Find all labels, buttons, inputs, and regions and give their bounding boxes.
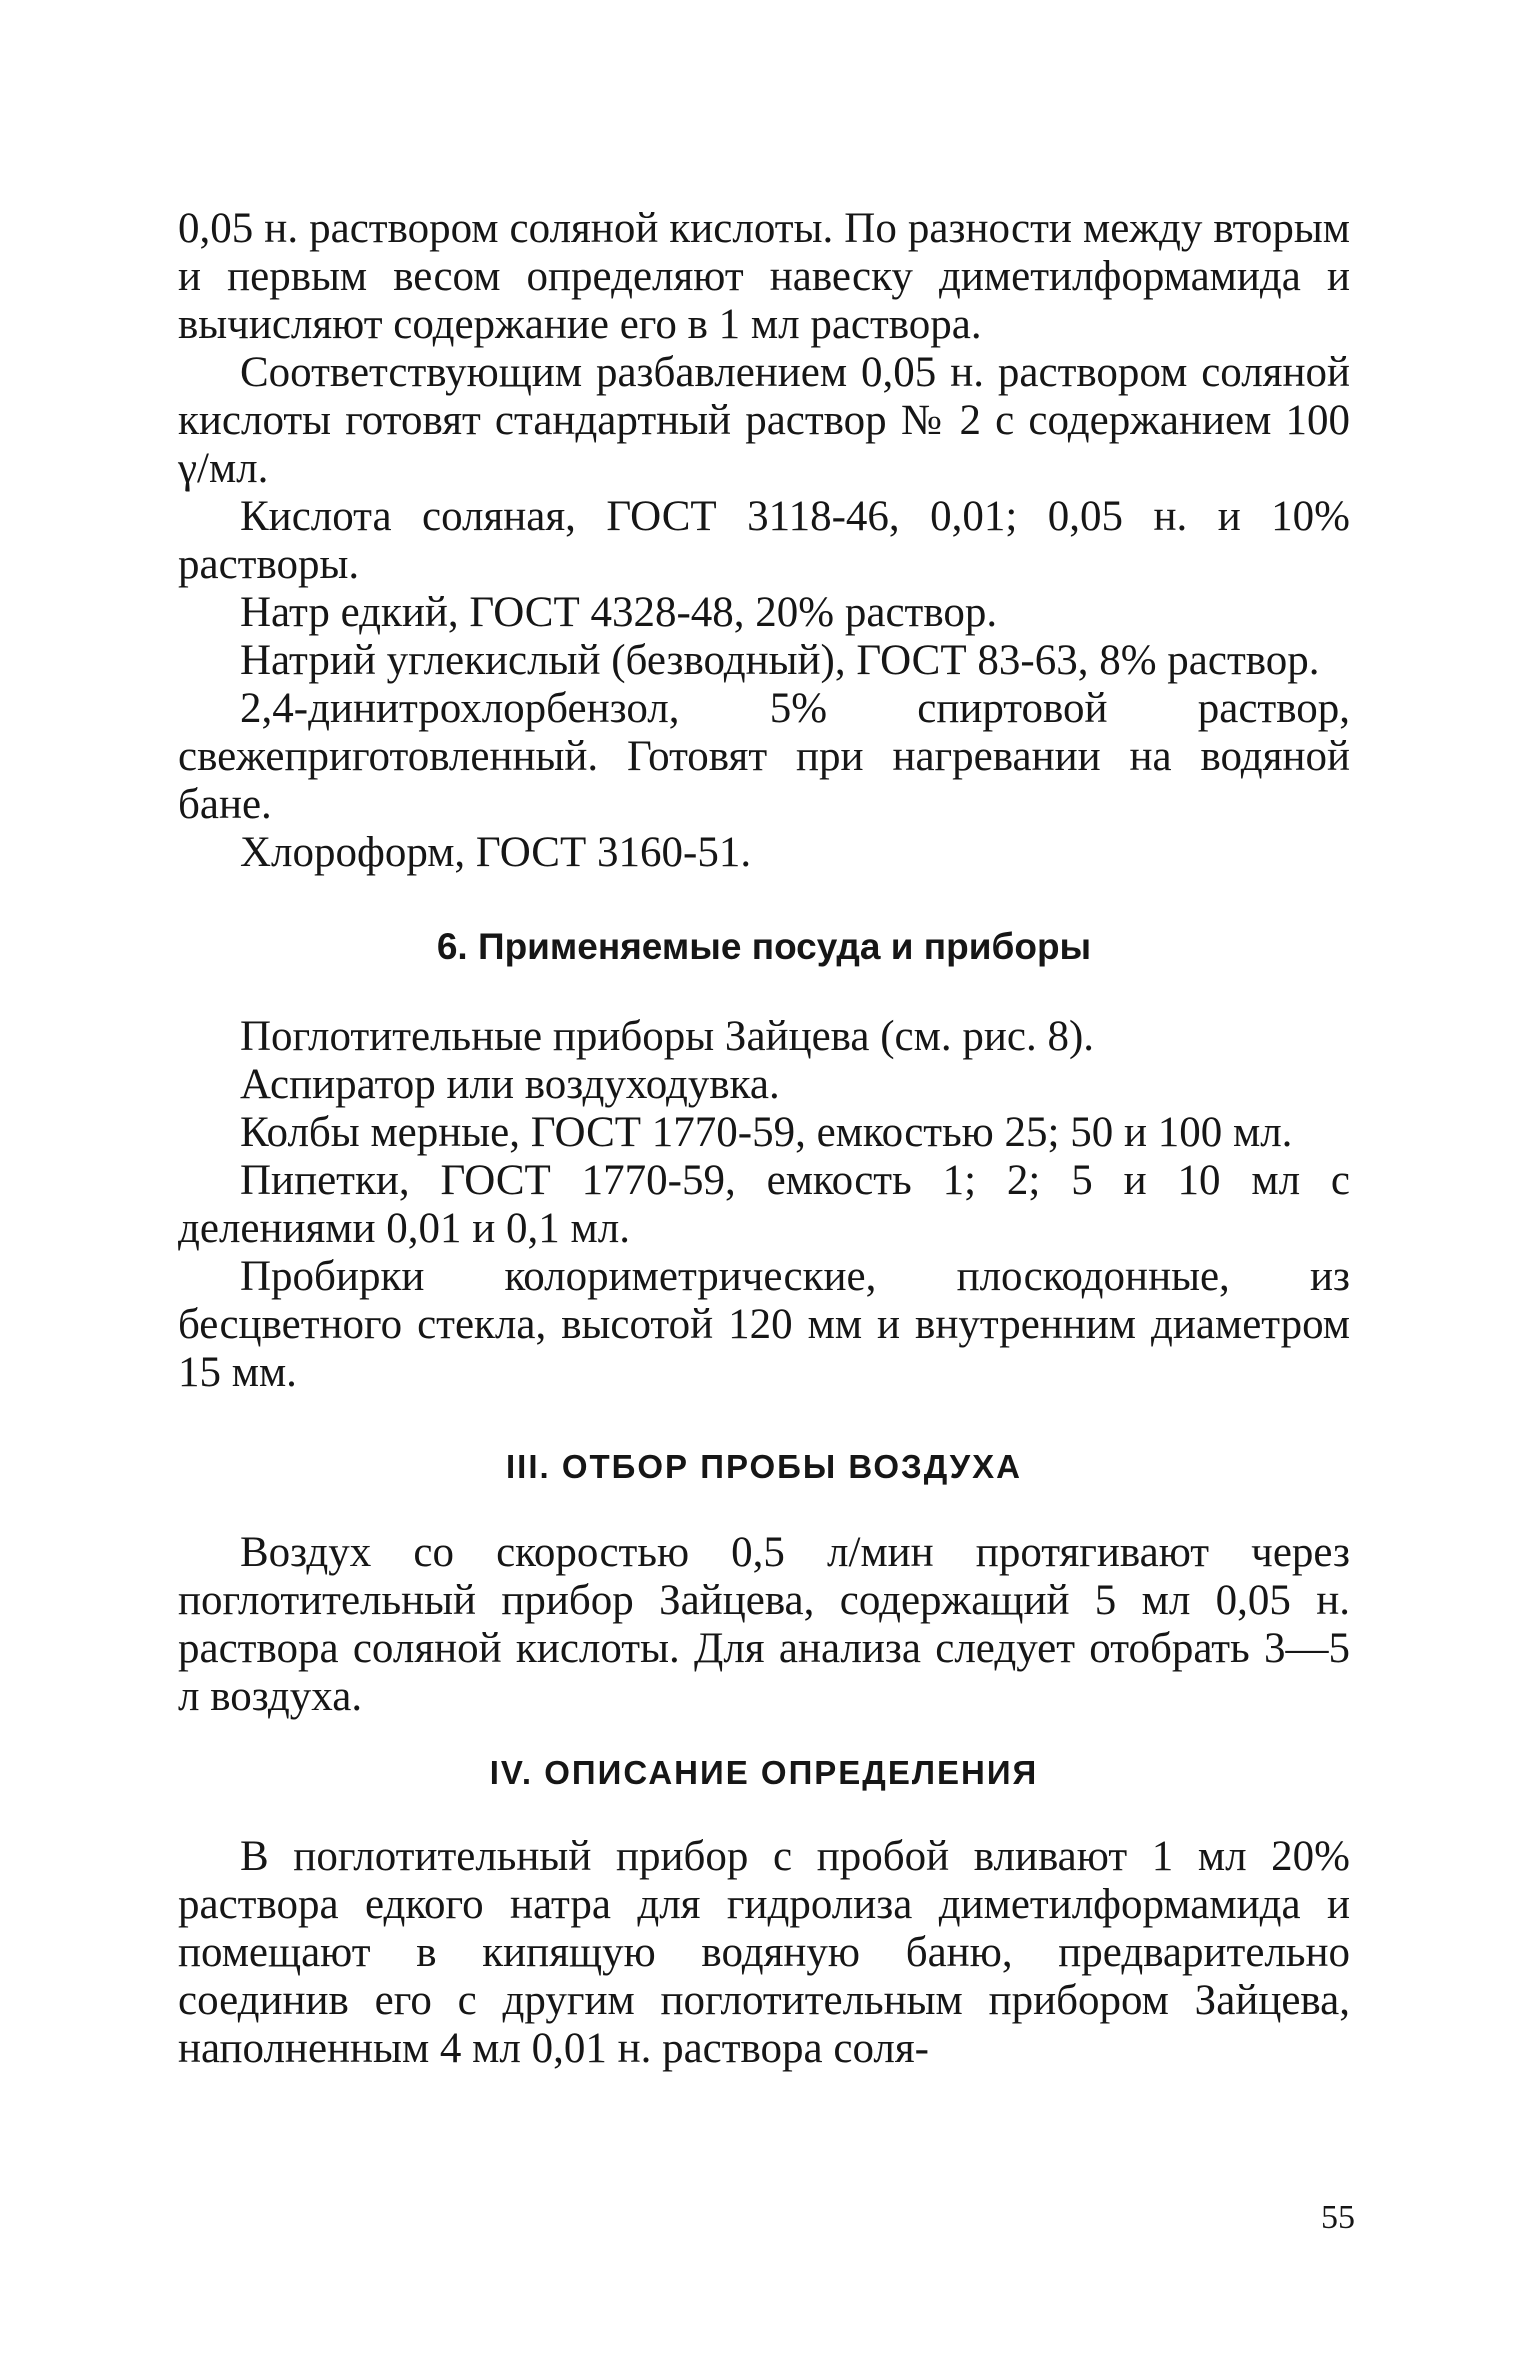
reagent-dinitrochlorobenzene: 2,4-динитрохлорбензол, 5% спиртовой раствор, свежеприготовленный. Готовят при нагревании на водяной бане. (178, 685, 1350, 828)
heading-determination: IV. ОПИСАНИЕ ОПРЕДЕЛЕНИЯ (489, 1754, 1039, 1791)
page-body (178, 205, 1350, 2073)
heading-equipment: 6. Применяемые посуда и приборы (436, 926, 1092, 967)
paragraph-standard-solution-2: Соответствующим разбавлением 0,05 н. раствором соляной кислоты готовят стандартный раствор № 2 с содержанием 100 γ/мл. (178, 349, 1350, 492)
reagent-sodium-carbonate: Натрий углекислый (безводный), ГОСТ 83-63, 8% раствор. (240, 637, 1320, 684)
paragraph-air-sampling: Воздух со скоростью 0,5 л/мин протягивают через поглотительный прибор Зайцева, содержащий 5 мл 0,05 н. раствора соляной кислоты. Для анализа следует отобрать 3—5 л воздуха. (178, 1529, 1350, 1720)
paragraph-determination: В поглотительный прибор с пробой вливают 1 мл 20% раствора едкого натра для гидролиза диметилформамида и помещают в кипящую водяную баню, предварительно соединив его с другим поглотительным прибором Зайцева, наполненным 4 мл 0,01 н. раствора соля- (178, 1833, 1350, 2072)
heading-air-sampling: III. ОТБОР ПРОБЫ ВОЗДУХА (505, 1448, 1023, 1485)
equipment-aspirator: Аспиратор или воздуходувка. (240, 1061, 780, 1108)
equipment-pipettes: Пипетки, ГОСТ 1770-59, емкость 1; 2; 5 и 10 мл с делениями 0,01 и 0,1 мл. (178, 1157, 1350, 1252)
page-number: 55 (1321, 2199, 1355, 2236)
reagent-sodium-hydroxide: Натр едкий, ГОСТ 4328-48, 20% раствор. (240, 589, 998, 636)
reagent-chloroform: Хлороформ, ГОСТ 3160-51. (240, 829, 752, 876)
equipment-volumetric-flasks: Колбы мерные, ГОСТ 1770-59, емкостью 25; 50 и 100 мл. (240, 1109, 1293, 1156)
paragraph-continuation: 0,05 н. раствором соляной кислоты. По разности между вторым и первым весом определяют навеску диметилформамида и вычисляют содержание его в 1 мл раствора. (178, 205, 1350, 348)
equipment-test-tubes: Пробирки колориметрические, плоскодонные, из бесцветного стекла, высотой 120 мм и внутренним диаметром 15 мм. (178, 1253, 1350, 1396)
reagent-hydrochloric-acid: Кислота соляная, ГОСТ 3118-46, 0,01; 0,05 н. и 10% растворы. (178, 493, 1350, 588)
equipment-zaitsev-absorbers: Поглотительные приборы Зайцева (см. рис. 8). (240, 1013, 1095, 1060)
